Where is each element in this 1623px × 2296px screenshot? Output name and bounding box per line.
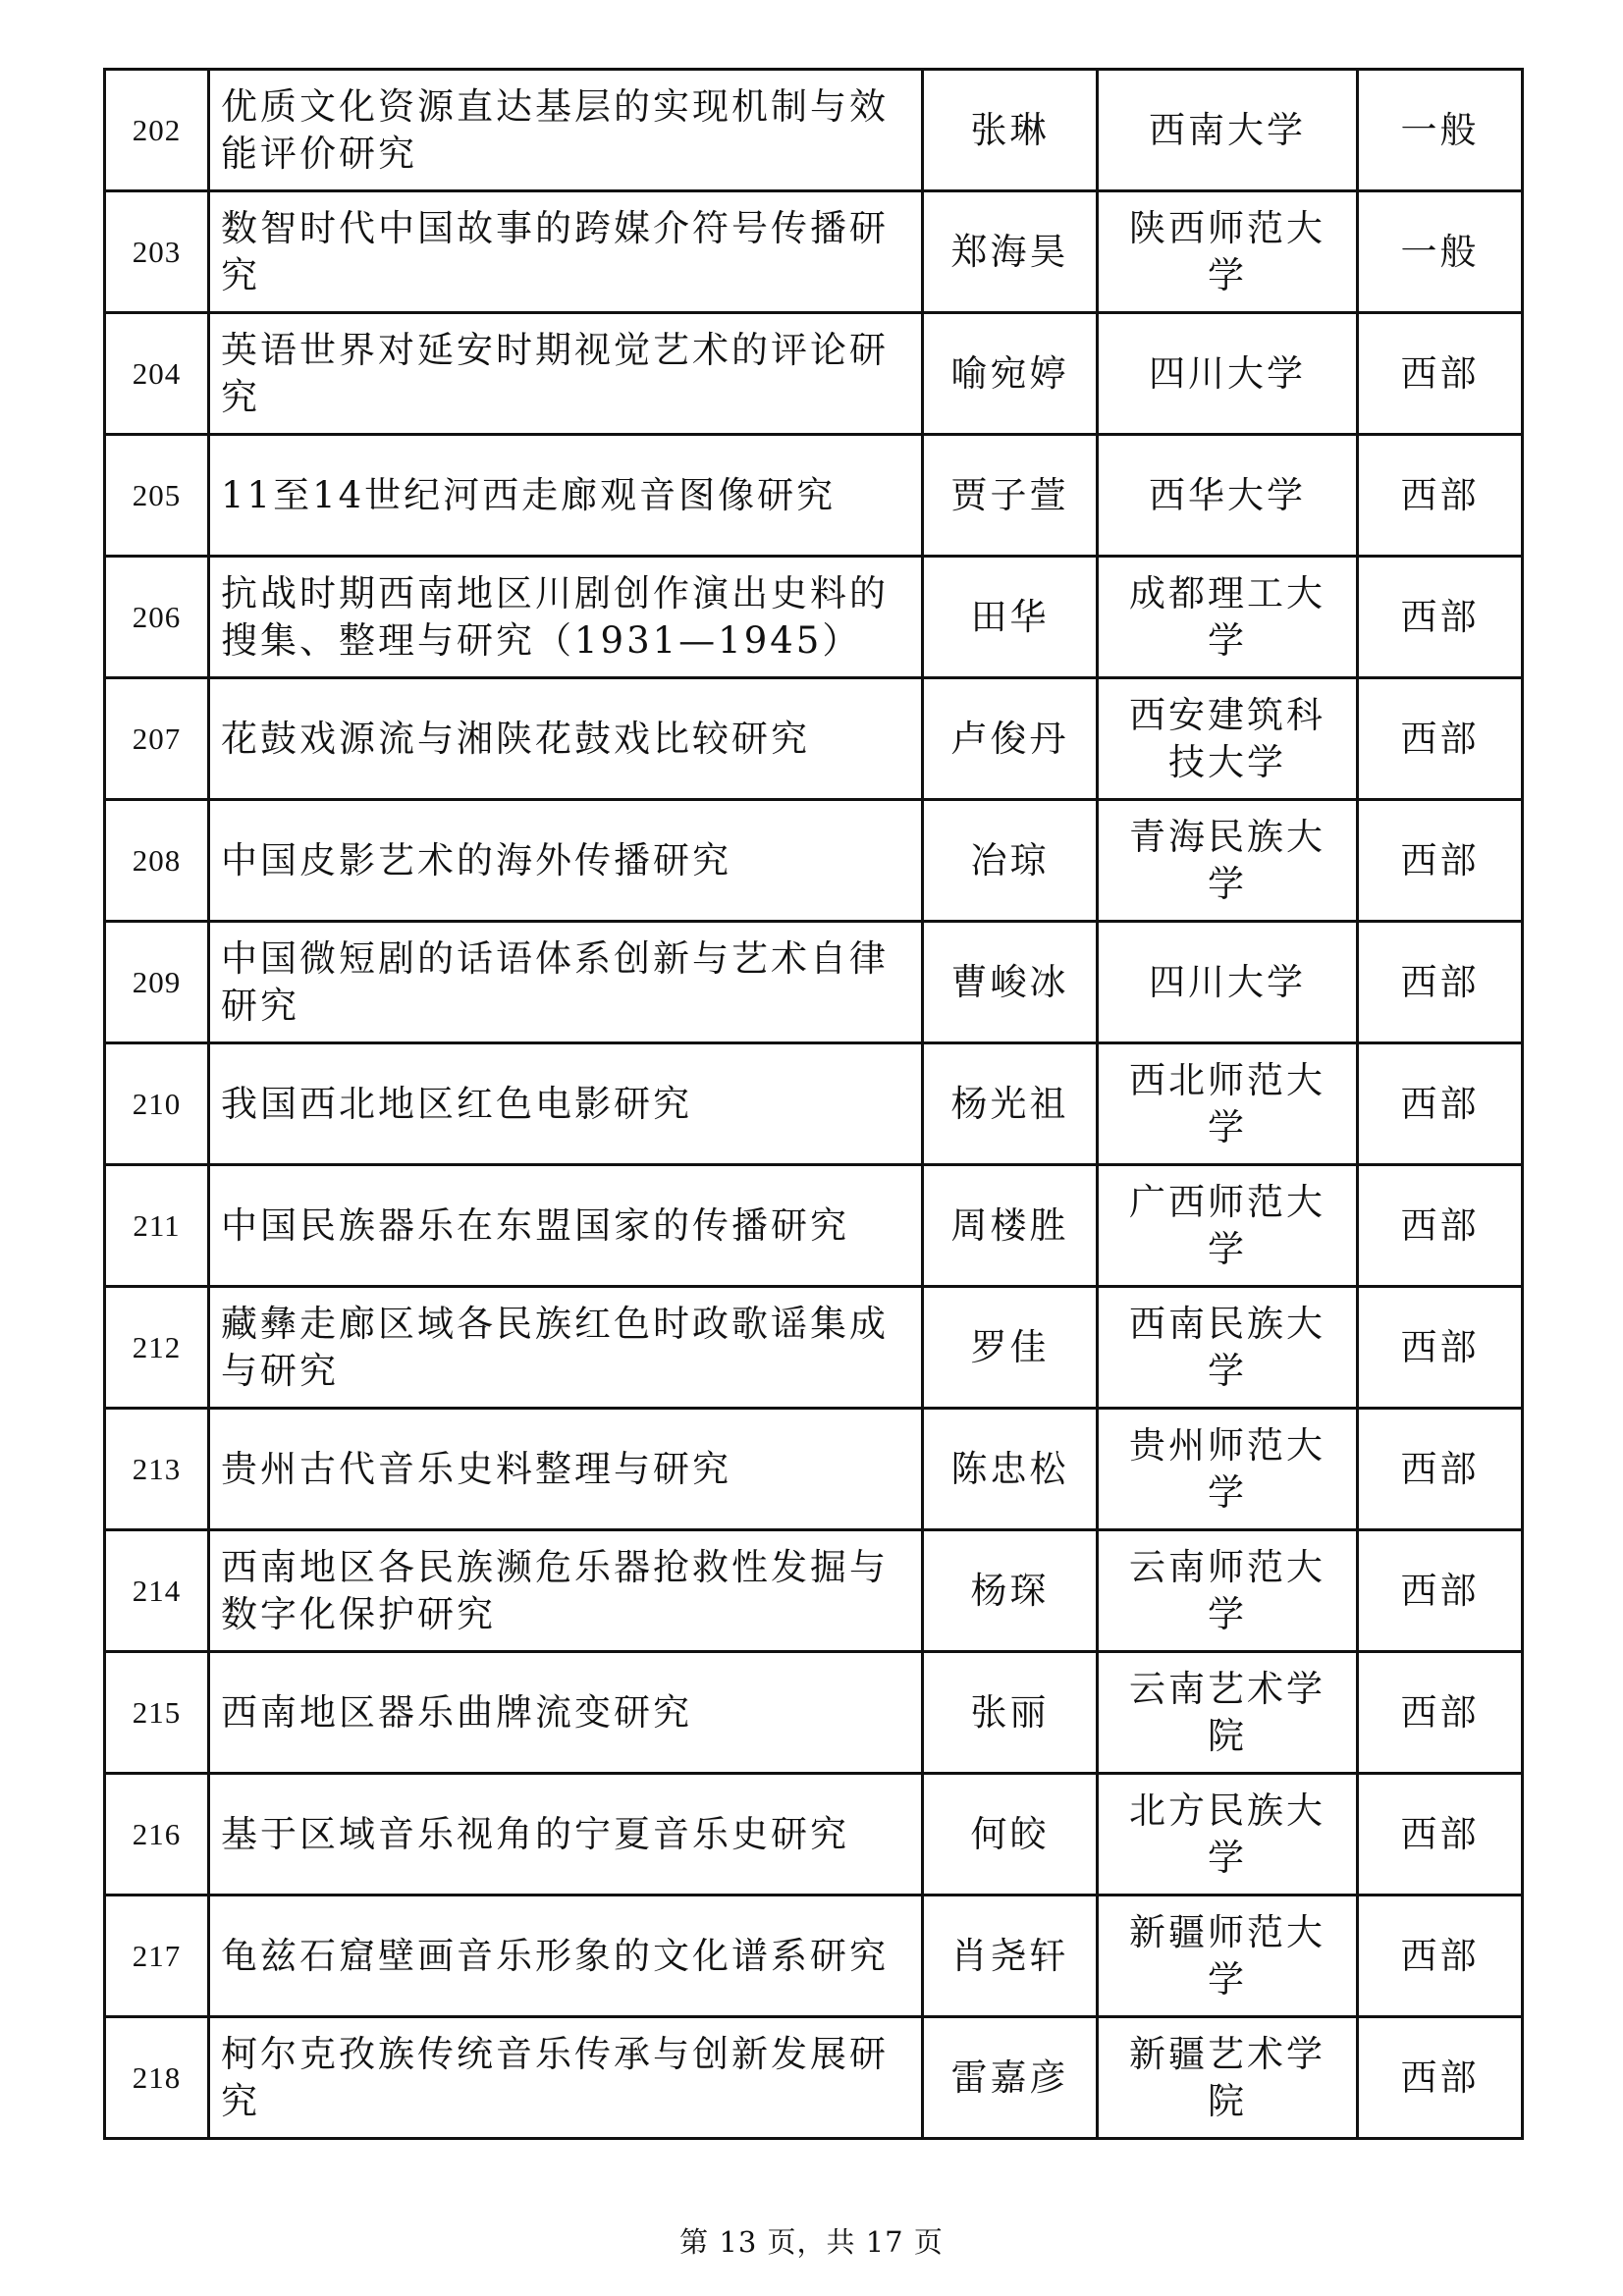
row-number: 202 <box>105 70 209 191</box>
project-title: 柯尔克孜族传统音乐传承与创新发展研究 <box>209 2017 923 2139</box>
table-row <box>105 1165 1523 1287</box>
row-number: 209 <box>105 922 209 1043</box>
table-row <box>105 1409 1523 1530</box>
project-leader: 张丽 <box>923 1652 1098 1774</box>
organization: 西安建筑科技大学 <box>1098 678 1358 800</box>
table-row <box>105 1652 1523 1774</box>
row-number: 206 <box>105 557 209 678</box>
project-title: 龟兹石窟壁画音乐形象的文化谱系研究 <box>209 1896 923 2017</box>
row-number: 207 <box>105 678 209 800</box>
project-category: 一般 <box>1358 191 1523 313</box>
project-title: 中国皮影艺术的海外传播研究 <box>209 800 923 922</box>
project-category: 西部 <box>1358 678 1523 800</box>
project-title: 中国民族器乐在东盟国家的传播研究 <box>209 1165 923 1287</box>
table-row <box>105 313 1523 435</box>
project-category: 西部 <box>1358 1652 1523 1774</box>
table-row <box>105 2017 1523 2139</box>
row-number: 212 <box>105 1287 209 1409</box>
project-leader: 郑海昊 <box>923 191 1098 313</box>
project-title: 西南地区各民族濒危乐器抢救性发掘与数字化保护研究 <box>209 1530 923 1652</box>
row-number: 217 <box>105 1896 209 2017</box>
table-row <box>105 922 1523 1043</box>
project-category: 西部 <box>1358 1896 1523 2017</box>
table-row <box>105 191 1523 313</box>
project-category: 西部 <box>1358 1287 1523 1409</box>
row-number: 214 <box>105 1530 209 1652</box>
organization: 四川大学 <box>1098 922 1358 1043</box>
project-title: 英语世界对延安时期视觉艺术的评论研究 <box>209 313 923 435</box>
row-number: 203 <box>105 191 209 313</box>
project-category: 西部 <box>1358 435 1523 557</box>
project-category: 一般 <box>1358 70 1523 191</box>
project-category: 西部 <box>1358 1530 1523 1652</box>
table-row <box>105 557 1523 678</box>
project-title: 基于区域音乐视角的宁夏音乐史研究 <box>209 1774 923 1896</box>
row-number: 208 <box>105 800 209 922</box>
project-title: 西南地区器乐曲牌流变研究 <box>209 1652 923 1774</box>
organization: 新疆艺术学院 <box>1098 2017 1358 2139</box>
project-title: 中国微短剧的话语体系创新与艺术自律研究 <box>209 922 923 1043</box>
project-leader: 冶琼 <box>923 800 1098 922</box>
project-title: 我国西北地区红色电影研究 <box>209 1043 923 1165</box>
project-category: 西部 <box>1358 1774 1523 1896</box>
table-row <box>105 1043 1523 1165</box>
row-number: 213 <box>105 1409 209 1530</box>
row-number: 205 <box>105 435 209 557</box>
project-leader: 曹峻冰 <box>923 922 1098 1043</box>
row-number: 216 <box>105 1774 209 1896</box>
organization: 陕西师范大学 <box>1098 191 1358 313</box>
row-number: 204 <box>105 313 209 435</box>
project-leader: 雷嘉彦 <box>923 2017 1098 2139</box>
table-row <box>105 70 1523 191</box>
organization: 西南大学 <box>1098 70 1358 191</box>
organization: 成都理工大学 <box>1098 557 1358 678</box>
project-title: 数智时代中国故事的跨媒介符号传播研究 <box>209 191 923 313</box>
project-leader: 肖尧轩 <box>923 1896 1098 2017</box>
row-number: 210 <box>105 1043 209 1165</box>
table-row <box>105 1530 1523 1652</box>
organization: 云南师范大学 <box>1098 1530 1358 1652</box>
table-row <box>105 800 1523 922</box>
project-category: 西部 <box>1358 1043 1523 1165</box>
row-number: 211 <box>105 1165 209 1287</box>
project-leader: 周楼胜 <box>923 1165 1098 1287</box>
project-title: 优质文化资源直达基层的实现机制与效能评价研究 <box>209 70 923 191</box>
project-category: 西部 <box>1358 800 1523 922</box>
organization: 西北师范大学 <box>1098 1043 1358 1165</box>
project-leader: 卢俊丹 <box>923 678 1098 800</box>
row-number: 215 <box>105 1652 209 1774</box>
organization: 四川大学 <box>1098 313 1358 435</box>
project-category: 西部 <box>1358 313 1523 435</box>
project-title: 贵州古代音乐史料整理与研究 <box>209 1409 923 1530</box>
organization: 西南民族大学 <box>1098 1287 1358 1409</box>
table-row <box>105 435 1523 557</box>
project-leader: 张琳 <box>923 70 1098 191</box>
project-category: 西部 <box>1358 922 1523 1043</box>
page-number-footer: 第 13 页，共 17 页 <box>679 2225 944 2259</box>
organization: 云南艺术学院 <box>1098 1652 1358 1774</box>
organization: 北方民族大学 <box>1098 1774 1358 1896</box>
project-title: 11至14世纪河西走廊观音图像研究 <box>209 435 923 557</box>
project-category: 西部 <box>1358 1165 1523 1287</box>
project-leader: 陈忠松 <box>923 1409 1098 1530</box>
project-leader: 杨琛 <box>923 1530 1098 1652</box>
table-row <box>105 1287 1523 1409</box>
organization: 青海民族大学 <box>1098 800 1358 922</box>
project-leader: 罗佳 <box>923 1287 1098 1409</box>
project-list-table <box>103 68 1524 2140</box>
table-row <box>105 678 1523 800</box>
project-title: 藏彝走廊区域各民族红色时政歌谣集成与研究 <box>209 1287 923 1409</box>
project-leader: 杨光祖 <box>923 1043 1098 1165</box>
organization: 新疆师范大学 <box>1098 1896 1358 2017</box>
project-category: 西部 <box>1358 2017 1523 2139</box>
project-title: 抗战时期西南地区川剧创作演出史料的搜集、整理与研究（1931—1945） <box>209 557 923 678</box>
organization: 西华大学 <box>1098 435 1358 557</box>
table-body <box>105 70 1523 2139</box>
project-leader: 喻宛婷 <box>923 313 1098 435</box>
project-category: 西部 <box>1358 1409 1523 1530</box>
project-leader: 何皎 <box>923 1774 1098 1896</box>
table-row <box>105 1774 1523 1896</box>
organization: 广西师范大学 <box>1098 1165 1358 1287</box>
organization: 贵州师范大学 <box>1098 1409 1358 1530</box>
project-title: 花鼓戏源流与湘陕花鼓戏比较研究 <box>209 678 923 800</box>
project-category: 西部 <box>1358 557 1523 678</box>
row-number: 218 <box>105 2017 209 2139</box>
project-leader: 贾子萱 <box>923 435 1098 557</box>
table-row <box>105 1896 1523 2017</box>
project-leader: 田华 <box>923 557 1098 678</box>
